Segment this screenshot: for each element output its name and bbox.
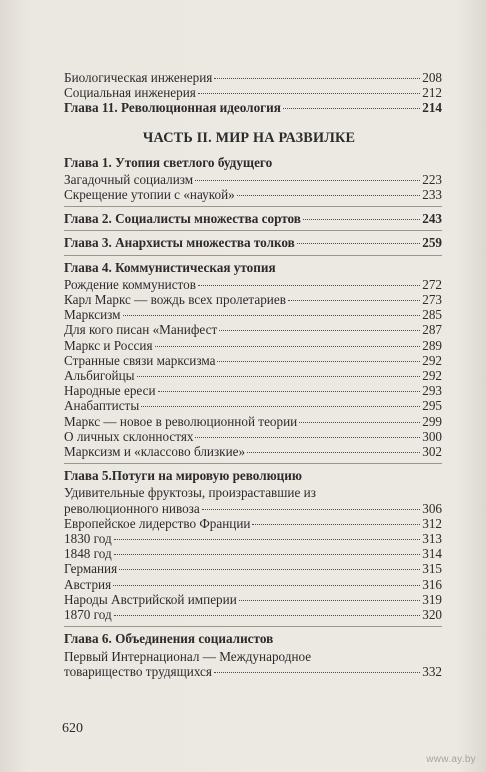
toc-entry (64, 398, 442, 413)
leader-dots (123, 314, 421, 316)
toc-entry-page: 272 (422, 276, 442, 292)
leader-dots (198, 92, 420, 94)
toc-entry (64, 353, 442, 368)
leader-dots (195, 179, 420, 181)
toc-entry-page: 273 (422, 292, 442, 308)
toc-entry-first-line: Первый Интернационал — Международное (64, 648, 312, 664)
leader-dots (202, 508, 420, 510)
toc-entry (64, 516, 442, 531)
divider (64, 463, 442, 464)
divider (64, 206, 442, 207)
toc-entry-page: 292 (422, 352, 442, 368)
toc-entry-title: революционного нивоза (64, 500, 200, 516)
divider (64, 230, 442, 231)
leader-dots (141, 405, 420, 407)
divider (64, 255, 442, 256)
toc-entry-page: 212 (422, 85, 442, 101)
toc-entry-page: 208 (422, 70, 442, 85)
toc-entry-title: Маркс — новое в революционной теории (64, 413, 298, 429)
chapter-5-title: Глава 5.Потуги на мировую революцию (64, 468, 302, 484)
toc-entry (64, 664, 442, 679)
leader-dots (158, 390, 421, 392)
leader-dots (288, 299, 420, 301)
toc-entry (64, 172, 442, 187)
toc-entry (64, 277, 442, 292)
leader-dots (239, 599, 420, 601)
toc-entry-page: 285 (422, 307, 442, 323)
toc-entry (64, 307, 442, 322)
chapter-4-entries (64, 277, 442, 459)
toc-entry-title: Альбигойцы (64, 368, 135, 384)
toc-entry-title: Европейское лидерство Франции (64, 515, 251, 531)
toc-entry-page: 293 (422, 383, 442, 399)
leader-dots (198, 284, 420, 286)
toc-entry-page: 316 (422, 576, 442, 592)
leader-dots (297, 242, 420, 244)
toc-entry (64, 501, 442, 516)
toc-entry-title: 1848 год (64, 546, 112, 562)
toc-entry-page: 315 (422, 561, 442, 577)
chapter-4-title: Глава 4. Коммунистическая утопия (64, 259, 276, 275)
toc-entry-page: 332 (422, 663, 442, 679)
toc-entry-page: 233 (422, 187, 442, 203)
chapter-title: Глава 2. Социалисты множества сортов (64, 211, 301, 227)
toc-entry-title: Социальная инженерия (64, 85, 196, 101)
toc-entry-title: О личных склонностях (64, 428, 194, 444)
toc-entry-title: Марксизм (64, 307, 121, 323)
toc-entry (64, 577, 442, 592)
leader-dots (114, 553, 421, 555)
toc-entry-title: товарищество трудящихся (64, 663, 212, 679)
toc-entry-title: Германия (64, 561, 118, 577)
table-of-contents (64, 70, 442, 679)
toc-entry (64, 607, 442, 622)
toc-entry-title: Маркс и Россия (64, 337, 153, 353)
toc-entry-page: 295 (422, 398, 442, 414)
toc-chapter-3 (64, 235, 442, 250)
leader-dots (214, 77, 420, 79)
toc-entry-page: 223 (422, 171, 442, 187)
part-title: ЧАСТЬ II. МИР НА РАЗВИЛКЕ (142, 129, 356, 146)
toc-entry (64, 561, 442, 576)
chapter-page: 243 (422, 211, 442, 227)
leader-dots (303, 218, 420, 220)
chapter-6-title: Глава 6. Объединения социалистов (64, 631, 274, 647)
leader-dots (155, 345, 421, 347)
toc-entry-page: 299 (422, 413, 442, 429)
toc-entry-title: Анабаптисты (64, 398, 140, 414)
toc-entry-title: Народные ереси (64, 383, 156, 399)
toc-entry-first-line: Удивительные фруктозы, произраставшие из (64, 485, 316, 501)
toc-entry-page: 289 (422, 337, 442, 353)
toc-entry-page: 287 (422, 322, 442, 338)
leader-dots (113, 584, 420, 586)
toc-entry (64, 546, 442, 561)
toc-entry-page: 320 (422, 607, 442, 623)
toc-chapter-2 (64, 211, 442, 226)
toc-entry (64, 70, 442, 85)
toc-entry (64, 338, 442, 353)
leader-dots (214, 671, 420, 673)
toc-entry-page: 306 (422, 500, 442, 516)
toc-entry (64, 85, 442, 100)
toc-entry (64, 368, 442, 383)
toc-entry (64, 383, 442, 398)
toc-entry-title: Карл Маркс — вождь всех пролетариев (64, 292, 286, 308)
chapter-page: 214 (422, 100, 442, 116)
toc-entry-title: Для кого писан «Манифест (64, 322, 218, 338)
toc-entry-title: 1830 год (64, 531, 112, 547)
toc-entry (64, 292, 442, 307)
toc-entry-title: Странные связи марксизма (64, 352, 216, 368)
toc-entry-page: 313 (422, 531, 442, 547)
leader-dots (237, 194, 420, 196)
watermark: www.ay.by (426, 754, 476, 765)
leader-dots (195, 436, 420, 438)
chapter-title: Глава 11. Революционная идеология (64, 100, 281, 116)
toc-entry (64, 187, 442, 202)
toc-entry-title: Скрещение утопии с «наукой» (64, 187, 235, 203)
chapter-1-title: Глава 1. Утопия светлого будущего (64, 154, 273, 170)
toc-entry-page: 292 (422, 368, 442, 384)
leader-dots (137, 375, 421, 377)
leader-dots (252, 523, 420, 525)
toc-entry (64, 429, 442, 444)
toc-entry (64, 531, 442, 546)
leader-dots (114, 614, 421, 616)
toc-entry-page: 300 (422, 428, 442, 444)
leader-dots (219, 329, 420, 331)
toc-entry (64, 444, 442, 459)
toc-chapter-11 (64, 100, 442, 115)
toc-entry-page: 314 (422, 546, 442, 562)
divider (64, 626, 442, 627)
leader-dots (299, 421, 420, 423)
toc-entry-title: Загадочный социализм (64, 171, 194, 187)
toc-entry-title: Народы Австрийской империи (64, 591, 237, 607)
leader-dots (217, 360, 420, 362)
leader-dots (119, 568, 420, 570)
leader-dots (114, 538, 421, 540)
toc-entry-title: 1870 год (64, 607, 112, 623)
page-number: 620 (62, 721, 83, 736)
chapter-page: 259 (422, 235, 442, 251)
toc-entry-page: 312 (422, 515, 442, 531)
toc-entry (64, 322, 442, 337)
toc-entry (64, 414, 442, 429)
leader-dots (247, 451, 420, 453)
leader-dots (283, 107, 420, 109)
toc-entry-title: Австрия (64, 576, 112, 592)
toc-entry-page: 302 (422, 444, 442, 460)
toc-entry-title: Марксизм и «классово близкие» (64, 444, 246, 460)
chapter-title: Глава 3. Анархисты множества толков (64, 235, 295, 251)
toc-entry (64, 592, 442, 607)
toc-entry-title: Рождение коммунистов (64, 276, 196, 292)
toc-entry-title: Биологическая инженерия (64, 70, 213, 85)
toc-entry-page: 319 (422, 591, 442, 607)
